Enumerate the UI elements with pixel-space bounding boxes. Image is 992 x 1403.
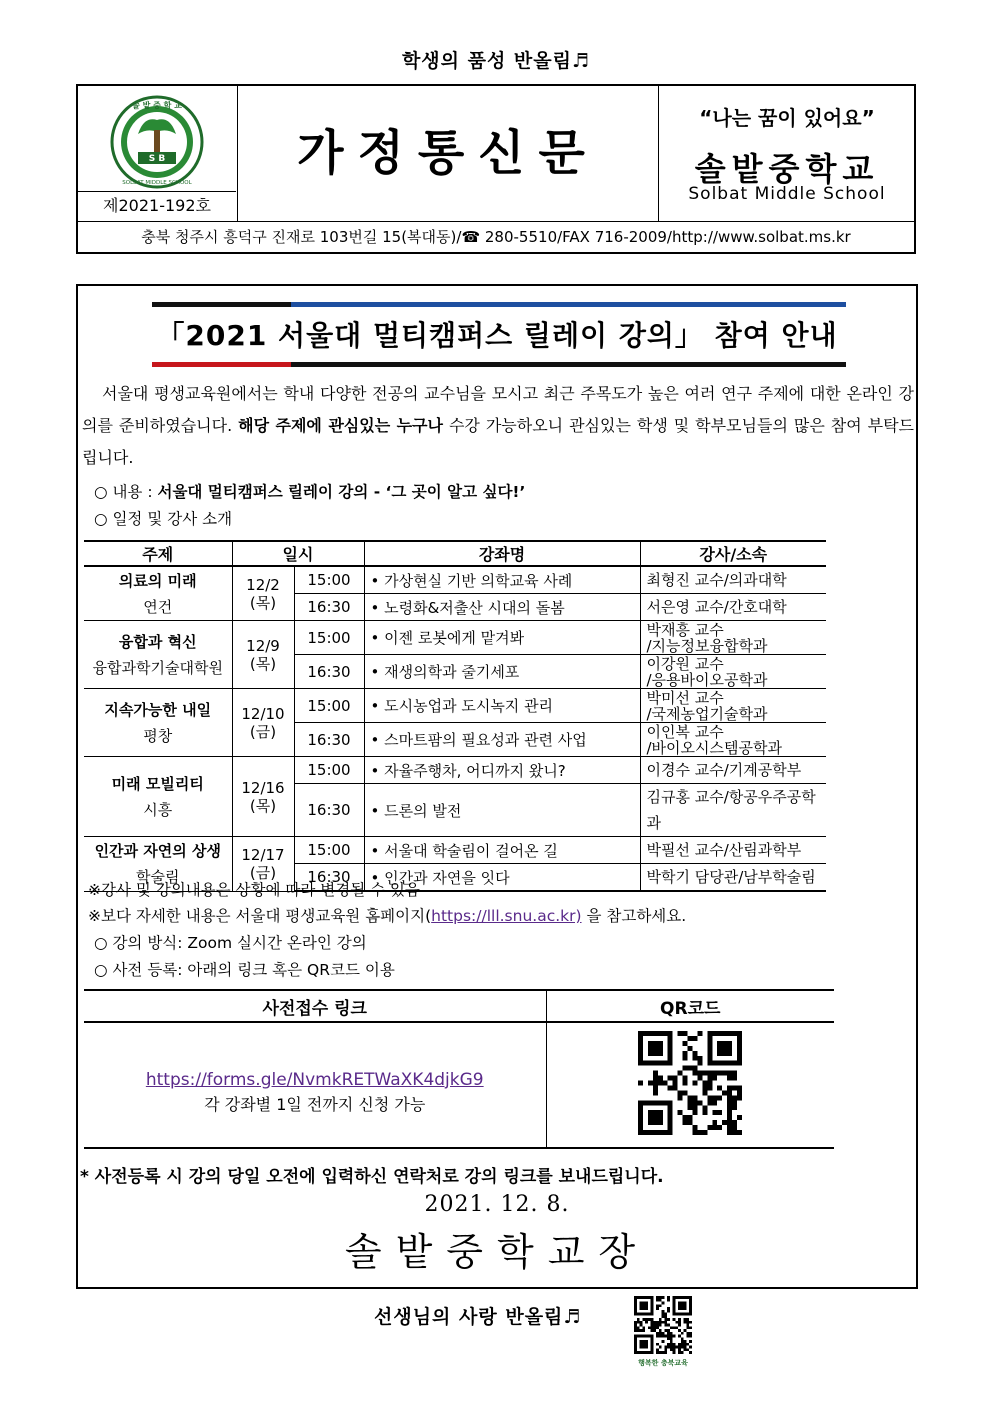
- date: 12/9: [246, 636, 280, 655]
- note-homepage: ※보다 자세한 내용은 서울대 평생교육원 홈페이지(https://lll.snu.ac.kr) 을 참고하세요.: [88, 907, 687, 925]
- table-header-row: [84, 541, 826, 566]
- svg-text:S B: S B: [148, 154, 166, 164]
- newsletter-title: 가정통신문: [297, 125, 599, 181]
- lecturer-cell: 이인복 교수 /바이오시스템공학과: [640, 723, 826, 757]
- time-cell: 15:00: [294, 837, 364, 864]
- qr-cell: [546, 1022, 834, 1148]
- top-motto: 학생의 품성 반올림♬: [401, 50, 591, 72]
- table-row: [84, 566, 826, 594]
- principal-signature: 솔밭중학교장: [344, 1230, 650, 1274]
- weekday: (목): [249, 654, 277, 673]
- intro-emphasis: 해당 주제에 관심있는 누구나: [238, 416, 443, 435]
- time-cell: 16:30: [294, 784, 364, 837]
- content-item: ○ 내용 : 서울대 멀티캠퍼스 릴레이 강의 - ‘그 곳이 알고 싶다!’: [94, 483, 526, 501]
- time-cell: 16:30: [294, 723, 364, 757]
- lecture-title-cell: • 드론의 발전: [364, 784, 640, 837]
- lecture-title-cell: • 자율주행차, 어디까지 왔니?: [364, 757, 640, 784]
- schedule-item: ○ 일정 및 강사 소개: [94, 510, 233, 528]
- topic-cell: [84, 621, 232, 689]
- time-cell: 15:00: [294, 689, 364, 723]
- school-address: 충북 청주시 흥덕구 진재로 103번길 15(복대동)/☎ 280-5510/FAX 716-2009/http://www.solbat.ms.kr: [78, 221, 914, 252]
- lecture-title-cell: • 가상현실 기반 의학교육 사례: [364, 566, 640, 594]
- registration-deadline: 각 강좌별 1일 전까지 신청 가능: [204, 1094, 426, 1114]
- bottom-logo-caption: 행복한 충북교육: [638, 1359, 688, 1367]
- homepage-link[interactable]: https://lll.snu.ac.kr): [431, 907, 582, 925]
- topic-place: 연건: [143, 597, 173, 616]
- column-header: 강사/소속: [640, 541, 826, 566]
- topic-cell: [84, 566, 232, 621]
- bottom-qr-icon: [632, 1296, 694, 1354]
- topic-cell: [84, 689, 232, 757]
- registration-notice: * 사전등록 시 강의 당일 오전에 입력하신 연락처로 강의 링크를 보내드립니다.: [80, 1167, 664, 1187]
- intro-paragraph: 서울대 평생교육원에서는 학내 다양한 전공의 교수님을 모시고 최근 주목도가 높은 여러 연구 주제에 대한 온라인 강의를 준비하였습니다. 해당 주제에 관심있는 누구나 수강 가능하오니 관심있는 학생 및 학부모님들의 많은 참여 부탁드립니다.: [82, 384, 915, 467]
- lecturer-cell: 서은영 교수/간호대학: [640, 594, 826, 621]
- topic-place: 융합과학기술대학원: [92, 658, 223, 677]
- topic-cell: [84, 757, 232, 837]
- lecturer-cell: 박학기 담당관/남부학술림: [640, 864, 826, 892]
- date: 12/10: [241, 704, 285, 723]
- time-cell: 16:30: [294, 594, 364, 621]
- school-logo-cell: [78, 86, 238, 221]
- school-logo-icon: [108, 94, 206, 190]
- lecturer-cell: 박미선 교수 /국제농업기술학과: [640, 689, 826, 723]
- time-cell: 15:00: [294, 566, 364, 594]
- newsletter-header: [76, 84, 916, 254]
- time-cell: 15:00: [294, 621, 364, 655]
- date: 12/2: [246, 575, 280, 594]
- table-row: [84, 621, 826, 655]
- topic-place: 학술림: [136, 867, 180, 886]
- column-header: 일시: [232, 541, 364, 566]
- date-cell: [232, 689, 294, 757]
- date-cell: [232, 757, 294, 837]
- lecturer-cell: 이강원 교수 /응용바이오공학과: [640, 655, 826, 689]
- bottom-motto: 선생님의 사랑 반올림♬: [374, 1306, 582, 1328]
- table-row: [84, 757, 826, 784]
- time-cell: 16:30: [294, 864, 364, 892]
- svg-text:SOLBAT MIDDLE SCHOOL: SOLBAT MIDDLE SCHOOL: [122, 180, 192, 186]
- title-bar-bottom: [152, 362, 846, 367]
- date: 12/17: [241, 845, 285, 864]
- school-motto: “나는 꿈이 있어요”: [699, 106, 875, 130]
- column-header: 주제: [84, 541, 232, 566]
- lecturer-cell: 이경수 교수/기계공학부: [640, 757, 826, 784]
- lecture-title-cell: • 인간과 자연을 잇다: [364, 864, 640, 892]
- topic-place: 평창: [143, 726, 173, 745]
- column-header: 강좌명: [364, 541, 640, 566]
- qr-code-icon[interactable]: [638, 1031, 742, 1135]
- lecturer-cell: 박필선 교수/산림과학부: [640, 837, 826, 864]
- table-row: [84, 689, 826, 723]
- svg-text:솔 밭 중 학 교: 솔 밭 중 학 교: [132, 101, 182, 110]
- lecture-method: ○ 강의 방식: Zoom 실시간 온라인 강의: [94, 934, 367, 952]
- issue-number: 제2021-192호: [78, 191, 236, 219]
- topic-name: 미래 모빌리티: [111, 774, 204, 793]
- weekday: (금): [249, 863, 277, 882]
- time-cell: 15:00: [294, 757, 364, 784]
- lecture-title-cell: • 도시농업과 도시녹지 관리: [364, 689, 640, 723]
- notice-body: [76, 284, 918, 1289]
- registration-table: [84, 989, 834, 1149]
- registration-method: ○ 사전 등록: 아래의 링크 혹은 QR코드 이용: [94, 961, 395, 979]
- topic-name: 의료의 미래: [118, 571, 197, 590]
- lecture-title-cell: • 재생의학과 줄기세포: [364, 655, 640, 689]
- lecture-title-cell: • 스마트팜의 필요성과 관련 사업: [364, 723, 640, 757]
- time-cell: 16:30: [294, 655, 364, 689]
- school-info: [658, 86, 914, 221]
- lecturer-cell: 김규홍 교수/항공우주공학과: [640, 784, 826, 837]
- bottom-qr-logo: [632, 1296, 694, 1368]
- issue-date: 2021. 12. 8.: [424, 1192, 570, 1217]
- registration-link-cell: [84, 1022, 546, 1148]
- registration-link-header: 사전접수 링크: [84, 990, 546, 1022]
- weekday: (금): [249, 722, 277, 741]
- weekday: (목): [249, 593, 277, 612]
- school-name-en: Solbat Middle School: [688, 184, 886, 204]
- date: 12/16: [241, 778, 285, 797]
- weekday: (목): [249, 796, 277, 815]
- notice-title: 「2021 서울대 멀티캠퍼스 릴레이 강의」 참여 안내: [156, 319, 838, 352]
- table-row: [84, 837, 826, 864]
- topic-name: 지속가능한 내일: [104, 700, 212, 719]
- title-bar-top: [152, 302, 846, 307]
- schedule-table: [84, 540, 826, 892]
- school-name-ko: 솔밭중학교: [694, 150, 880, 188]
- qr-header: QR코드: [546, 990, 834, 1022]
- registration-link[interactable]: https://forms.gle/NvmkRETWaXK4djkG9: [145, 1069, 484, 1090]
- note-change: ※강사 및 강의내용은 상황에 따라 변경될 수 있음: [88, 881, 420, 899]
- lecture-title-cell: • 노령화&저출산 시대의 돌봄: [364, 594, 640, 621]
- topic-name: 융합과 혁신: [118, 632, 197, 651]
- date-cell: [232, 566, 294, 621]
- topic-place: 시흥: [143, 800, 173, 819]
- lecturer-cell: 박재흥 교수 /지능정보융합학과: [640, 621, 826, 655]
- lecture-title-cell: • 이젠 로봇에게 맡겨봐: [364, 621, 640, 655]
- date-cell: [232, 621, 294, 689]
- topic-name: 인간과 자연의 상생: [94, 841, 221, 860]
- lecturer-cell: 최형진 교수/의과대학: [640, 566, 826, 594]
- lecture-title-cell: • 서울대 학술림이 걸어온 길: [364, 837, 640, 864]
